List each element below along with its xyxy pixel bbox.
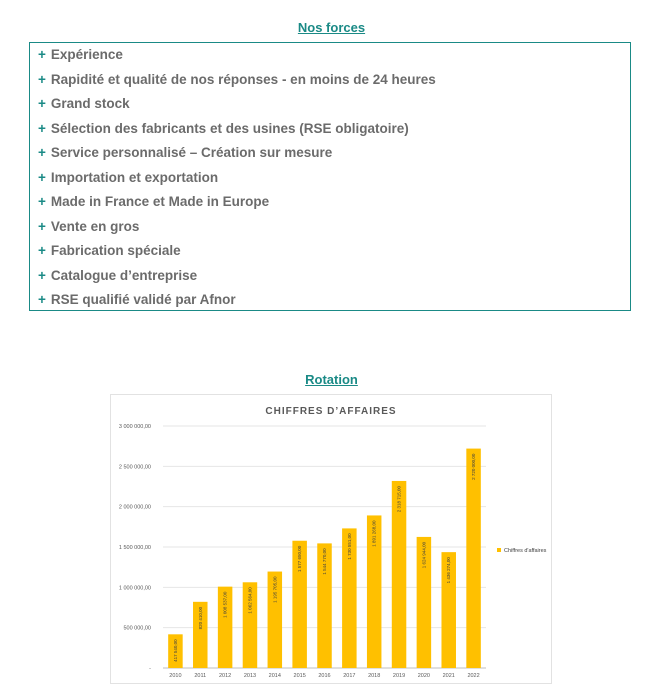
plus-icon: + xyxy=(38,169,46,185)
force-item xyxy=(38,241,630,266)
x-tick-label: 2014 xyxy=(268,673,281,679)
x-tick-label: 2018 xyxy=(368,673,381,679)
y-tick-label: 1 000 000,00 xyxy=(118,585,151,592)
forces-list xyxy=(29,42,631,311)
plus-icon: + xyxy=(38,194,46,209)
x-tick-label: 2020 xyxy=(417,673,431,679)
force-item xyxy=(38,70,630,95)
force-item-label: Vente en gros xyxy=(50,218,140,234)
x-tick-label: 2016 xyxy=(318,673,331,679)
forces-title: Nos forces xyxy=(297,20,366,35)
force-item-label: Expérience xyxy=(50,47,123,62)
chart-title: CHIFFRES D’AFFAIRES xyxy=(265,406,397,417)
data-label: 1 624 944,00 xyxy=(421,541,427,569)
force-item xyxy=(38,45,630,70)
force-item-label: Sélection des fabricants et des usines (RSE obligatoire) xyxy=(50,120,409,136)
plus-icon: + xyxy=(38,218,46,234)
force-item xyxy=(38,217,630,242)
y-tick-label: 500 000,00 xyxy=(123,625,151,632)
force-item-label: RSE qualifié validé par Afnor xyxy=(50,292,236,307)
force-item-label: Service personnalisé – Création sur mesure xyxy=(50,145,333,160)
y-tick-label: 3 000 000,00 xyxy=(118,424,151,430)
revenue-chart xyxy=(110,394,552,684)
data-label: 1 195 705,00 xyxy=(272,576,278,603)
force-item xyxy=(38,266,630,291)
force-item-label: Catalogue d’entreprise xyxy=(50,267,198,283)
plus-icon: + xyxy=(38,243,46,258)
legend-swatch xyxy=(497,548,501,552)
x-tick-label: 2022 xyxy=(467,673,480,679)
x-tick-label: 2010 xyxy=(169,673,182,679)
force-item xyxy=(38,168,630,193)
y-tick-label: 2 500 000,00 xyxy=(118,464,151,471)
force-item xyxy=(38,290,630,315)
plus-icon: + xyxy=(38,145,46,160)
plus-icon: + xyxy=(38,71,46,87)
x-tick-label: 2017 xyxy=(343,673,356,679)
data-label: 1 891 268,00 xyxy=(371,520,377,547)
force-item-label: Fabrication spéciale xyxy=(50,243,181,258)
data-label: 1 544 770,00 xyxy=(322,548,327,575)
x-tick-label: 2015 xyxy=(293,673,306,679)
y-tick-label: 1 500 000,00 xyxy=(118,545,151,551)
plus-icon: + xyxy=(38,267,46,283)
force-item xyxy=(38,119,630,144)
force-item-label: Grand stock xyxy=(50,96,130,111)
x-tick-label: 2021 xyxy=(442,673,455,679)
x-tick-label: 2011 xyxy=(194,673,207,679)
plus-icon: + xyxy=(38,120,46,136)
y-tick-label: 2 000 000,00 xyxy=(118,504,151,511)
force-item-label: Importation et exportation xyxy=(50,169,219,185)
rotation-title: Rotation xyxy=(305,372,358,387)
plus-icon: + xyxy=(38,47,46,62)
x-tick-label: 2013 xyxy=(243,673,257,679)
force-item-label: Made in France et Made in Europe xyxy=(50,194,270,209)
bar xyxy=(466,449,481,668)
y-tick-label: - xyxy=(149,666,151,672)
data-label: 1 577 650,00 xyxy=(297,545,303,573)
data-label: 2 720 000,00 xyxy=(471,453,477,480)
legend-label: Chiffres d'affaires xyxy=(504,548,547,554)
data-label: 1 436 274,00 xyxy=(446,557,452,584)
plus-icon: + xyxy=(38,292,46,307)
plus-icon: + xyxy=(38,96,46,111)
data-label: 2 318 715,00 xyxy=(396,485,402,513)
x-tick-label: 2019 xyxy=(392,673,406,679)
data-label: 1 008 537,00 xyxy=(222,591,228,618)
force-item xyxy=(38,143,630,168)
x-tick-label: 2012 xyxy=(218,673,232,679)
data-label: 417 540,00 xyxy=(172,639,178,662)
data-label: 820 410,00 xyxy=(197,606,203,630)
data-label: 1 062 564,00 xyxy=(247,587,253,614)
force-item xyxy=(38,94,630,119)
data-label: 1 730 551,00 xyxy=(346,533,352,560)
force-item-label: Rapidité et qualité de nos réponses - en moins de 24 heures xyxy=(50,71,436,87)
force-item xyxy=(38,192,630,217)
revenue-chart-svg xyxy=(111,395,551,683)
